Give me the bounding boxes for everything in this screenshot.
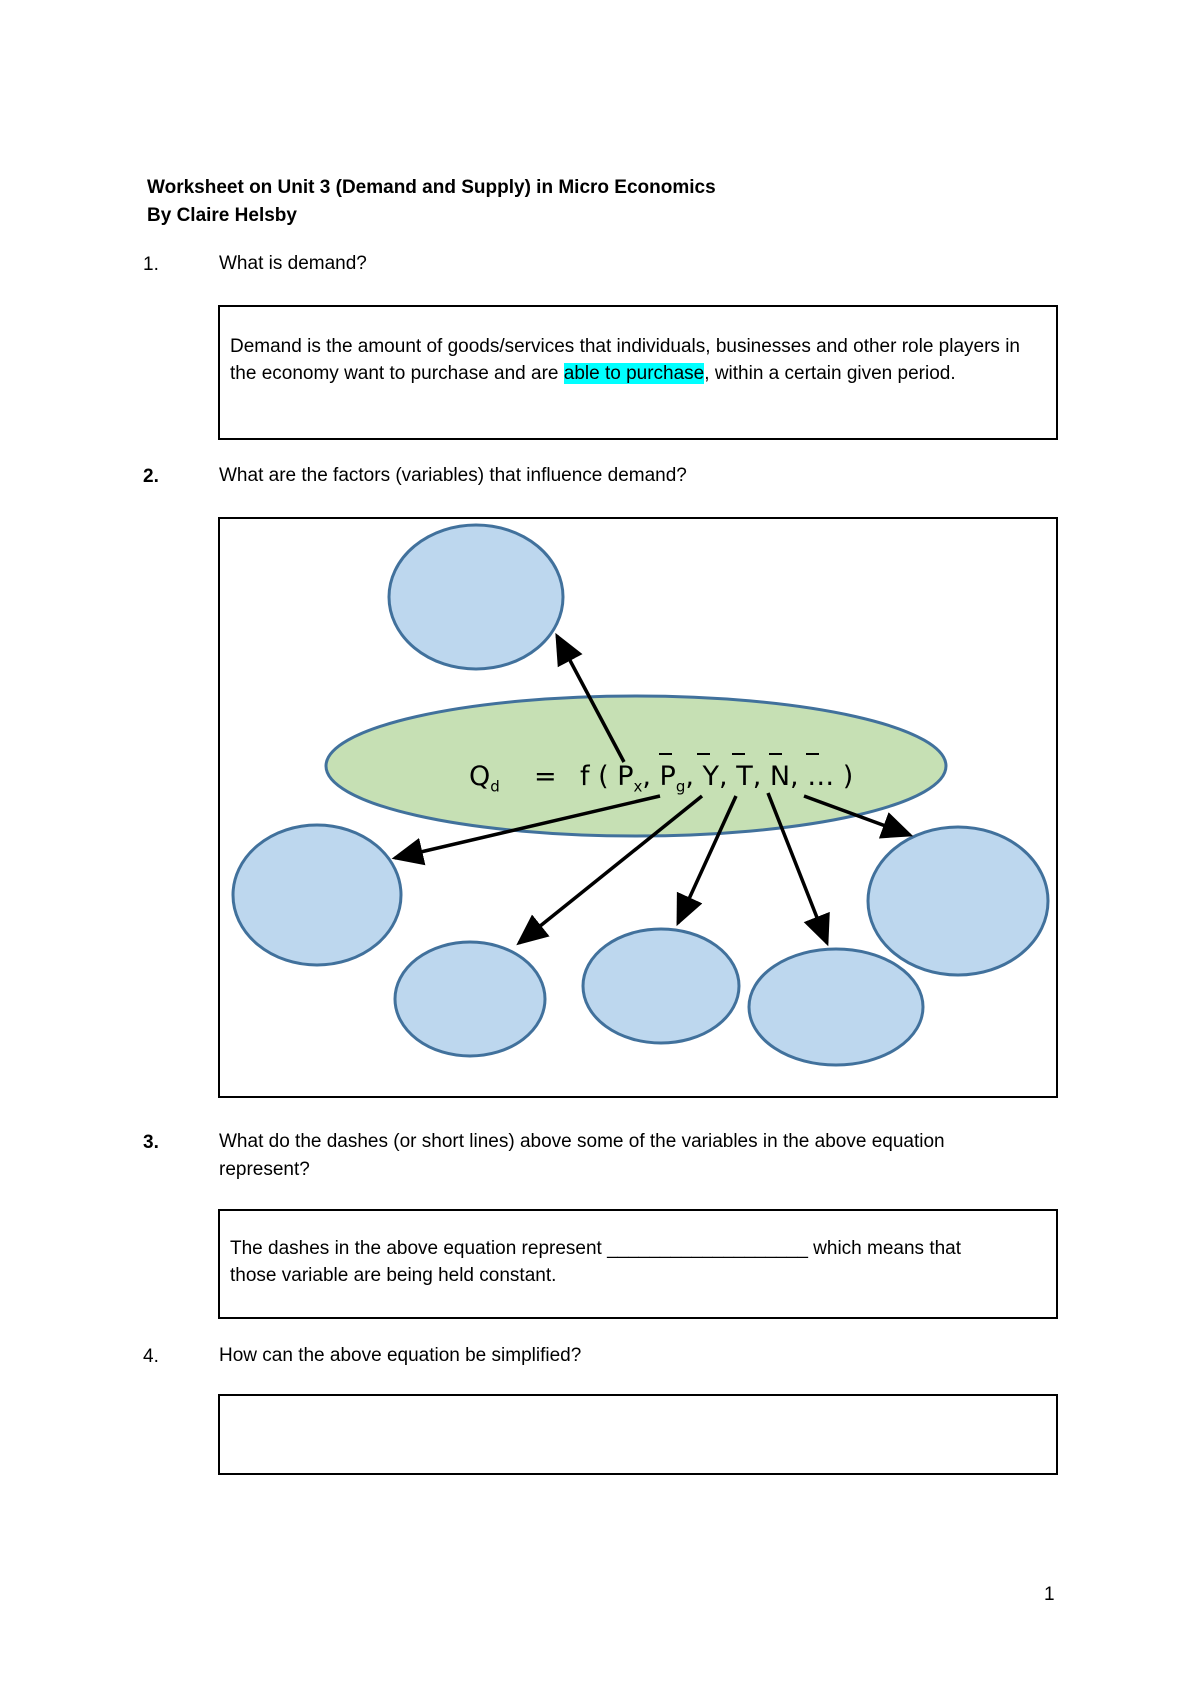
equation-px-subscript: x bbox=[633, 777, 643, 796]
constant-dash-n bbox=[769, 753, 782, 755]
answer-3-text bbox=[230, 1235, 1050, 1289]
factor-bubble-bottom-2 bbox=[583, 929, 739, 1043]
title-line-2: By Claire Helsby bbox=[147, 205, 297, 226]
equation-function bbox=[580, 761, 853, 795]
answer-1-text-before: Demand is the amount of goods/services that individuals, businesses and other role players in the economy want to purchase and are bbox=[230, 336, 1020, 384]
question-3-text: What do the dashes (or short lines) above some of the variables in the above equation represent? bbox=[219, 1131, 945, 1180]
answer-4-box[interactable] bbox=[218, 1394, 1058, 1475]
question-3-number: 3. bbox=[143, 1132, 159, 1153]
factor-bubble-top bbox=[389, 525, 563, 669]
equation-equals: = bbox=[534, 761, 557, 792]
answer-3-text-a: The dashes in the above equation represent bbox=[230, 1238, 602, 1259]
equation-pg-subscript: g bbox=[675, 777, 686, 796]
answer-3-blank[interactable]: ___________________ bbox=[607, 1238, 808, 1259]
constant-dash-pg bbox=[659, 753, 672, 755]
answer-3-text-b: which means that bbox=[813, 1238, 962, 1259]
answer-3-box bbox=[218, 1209, 1058, 1319]
question-4-number: 4. bbox=[143, 1346, 159, 1367]
answer-1-highlight: able to purchase bbox=[563, 363, 705, 384]
constant-dash-t bbox=[732, 753, 745, 755]
question-2-text: What are the factors (variables) that influence demand? bbox=[219, 465, 687, 486]
question-2-number: 2. bbox=[143, 466, 159, 487]
page-number: 1 bbox=[1044, 1584, 1055, 1605]
equation-pg: , P bbox=[642, 761, 676, 792]
factor-bubble-right bbox=[868, 827, 1048, 975]
factor-bubble-bottom-1 bbox=[395, 942, 545, 1056]
question-1-text: What is demand? bbox=[219, 253, 367, 274]
equation-q: Q bbox=[469, 761, 491, 792]
question-4-text: How can the above equation be simplified? bbox=[219, 1345, 582, 1366]
constant-dash-y bbox=[697, 753, 710, 755]
factor-bubble-left bbox=[233, 825, 401, 965]
equation-rest: , Y, T, N, … ) bbox=[685, 761, 854, 792]
factor-bubble-bottom-3 bbox=[749, 949, 923, 1065]
title-line-1: Worksheet on Unit 3 (Demand and Supply) in Micro Economics bbox=[147, 177, 716, 198]
question-1-number: 1. bbox=[143, 254, 159, 275]
equation-qd bbox=[469, 761, 500, 795]
answer-3-text-c: those variable are being held constant. bbox=[230, 1265, 557, 1286]
answer-1-text-after: , within a certain given period. bbox=[704, 363, 956, 384]
equation-q-subscript: d bbox=[490, 777, 500, 796]
constant-dash-etc bbox=[806, 753, 819, 755]
equation-open: f ( P bbox=[580, 761, 634, 792]
